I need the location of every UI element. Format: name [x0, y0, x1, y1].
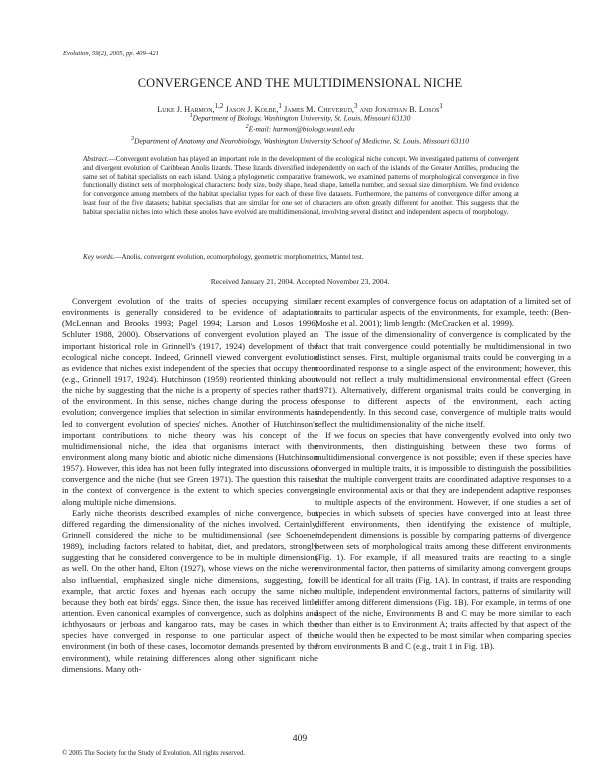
author-name: and Jonathan B. Losos — [359, 104, 440, 114]
body-column-left — [62, 296, 318, 675]
body-paragraph: er recent examples of convergence focus on adaptation of a limited set of traits to particular aspects of the environments, for example, teeth: (Ben-Moshe et al. 2001); limb length: (McCracken et al. 1999). — [315, 296, 571, 329]
affiliation-3 — [0, 136, 600, 145]
author-name: Luke J. Harmon, — [157, 104, 215, 114]
paper-title: CONVERGENCE AND THE MULTIDIMENSIONAL NICHE — [137, 76, 463, 90]
affiliation-mark: 1 — [189, 113, 193, 119]
affiliation-2 — [0, 124, 600, 133]
affiliation-text: Department of Biology, Washington University, St. Louis, Missouri 63130 — [192, 113, 411, 123]
page-number: 409 — [292, 733, 308, 744]
keywords-label: Key words. — [83, 253, 115, 261]
abstract-label: Abstract. — [83, 155, 109, 163]
abstract-text: —Convergent evolution has played an important role in the development of the ecological niche concept. We investigated patterns of convergent and divergent evolution of Caribbean Anolis lizards. These lizards diversified independently on each of the islands of the Greater Antilles, producing the same set of habitat specialists on each island. Using a phylogenetic comparative framework, we examined patterns of morphological convergence in five functionally distinct sets of morphological characters: body size, body shape, head shape, lamella number, and sexual size dimorphism. We find evidence for convergence among members of the habitat specialist types for each of these five datasets. Furthermore, the patterns of convergence differ among at least four of the five datasets; habitat specialists that are similar for one set of characters are often greatly different for another. This suggests that the habitat specialist niches into which these anoles have evolved are multidimensional, involving several distinct and independent aspects of morphology. — [83, 155, 519, 216]
author-name: James M. Cheverud, — [284, 104, 355, 114]
author-affiliation-mark: 3 — [354, 102, 358, 110]
keywords — [83, 253, 519, 262]
affiliation-text: E-mail: harmon@biology.wustl.edu — [248, 124, 355, 134]
keywords-text: —Anolis, convergent evolution, ecomorphology, geometric morphometrics, Mantel test. — [114, 253, 364, 261]
copyright-footer: © 2005 The Society for the Study of Evolution. All rights reserved. — [62, 750, 246, 757]
author-affiliation-mark: 1,2 — [214, 102, 224, 110]
received-dates: Received January 21, 2004. Accepted November 23, 2004. — [210, 277, 390, 286]
affiliation-text: Department of Anatomy and Neurobiology, Washington University School of Medicine, St. Louis, Missouri 63110 — [134, 136, 469, 146]
body-paragraph: The issue of the dimensionality of convergence is complicated by the fact that trait convergence could potentially be multidimensional in two distinct senses. First, multiple organismal traits could be converging in a coordinated response to a single aspect of the environment; however, this would not reflect a truly multidimensional environmental effect (Green 1971). Alternatively, different organismal traits could be converging in response to different aspects of the environment, each acting independently. In this second case, convergence of multiple traits would reflect the multidimensionality of the niche itself. — [315, 329, 571, 429]
affiliation-1 — [0, 113, 600, 122]
abstract — [83, 155, 519, 217]
body-paragraph: Convergent evolution of the traits of species occupying similar environments is generally considered to be evidence of adaptation (McLennan and Brooks 1993; Pagel 1994; Larson and Losos 1996; Schluter 1988, 2000). Observations of convergent evolution played an important historical role in Grinnell's (1917, 1924) development of the ecological niche concept. Indeed, Grinnell viewed convergent evolution as evidence that niches exist independent of the species that occupy them (e.g., Grinnell 1917, 1924). Hutchinson (1959) reoriented thinking about the niche by suggesting that the niche is a property of species rather than of the environment. In this sense, niches change during the process of evolution; convergence implies that selection in similar environments has led to convergent evolution of species' niches. Another of Hutchinson's important contributions to niche theory was his concept of the multidimensional niche, the idea that organisms interact with the environment along many biotic and abiotic niche dimensions (Hutchinson 1957). However, this idea has not been fully integrated into discussions of convergence and the niche (but see Green 1971). The question this raises in the context of convergence is the extent to which species converge along multiple niche dimensions. — [62, 296, 318, 507]
author-name: Jason J. Kolbe, — [225, 104, 279, 114]
affiliation-mark: 2 — [245, 124, 249, 130]
body-paragraph: Early niche theorists described examples of niche convergence, but differed regarding the dimensionality of the niches involved. Certainly, Grinnell considered the niche to be multidimensional (see Schoener 1989), including factors related to habitat, diet, and predators, strongly suggesting that he considered convergence to be in multiple dimensions as well. On the other hand, Elton (1927), whose views on the niche were also influential, emphasized single niche dimensions, suggesting, for example, that arctic foxes and hyenas each occupy the same niche because they both eat birds' eggs. Since then, the issue has received little attention. Even canonical examples of convergence, such as dolphins and ichthyosaurs or jerboas and kangaroo rats, may be cases in which the species have converged in response to one particular aspect of the environment (in both of these cases, locomotor demands presented by the environment), while retaining differences along other significant niche dimensions. Many oth- — [62, 507, 318, 674]
author-affiliation-mark: 1 — [439, 102, 443, 110]
journal-header: Evolution, 59(2), 2005, pp. 409–421 — [63, 50, 159, 57]
body-column-right — [315, 296, 571, 653]
author-affiliation-mark: 1 — [278, 102, 282, 110]
body-paragraph: If we focus on species that have convergently evolved into only two environments, then distinguishing between these two forms of multidimensional convergence is not possible; even if these species have converged in multiple traits, it is impossible to distinguish the possibilities that the multiple convergent traits are coordinated adaptive responses to a single environmental axis or that they are independent adaptive responses to multiple aspects of the environment. However, if one studies a set of species in which subsets of species have converged into at least three different environments, then identifying the existence of multiple, independent dimensions is possible by comparing patterns of divergence between sets of morphological traits among these different environments (Fig. 1). For example, if all measured traits are reacting to a single environmental factor, then patterns of similarity among convergent groups will be identical for all traits (Fig. 1A). In contrast, if traits are responding to multiple, independent environmental factors, patterns of similarity will differ among different dimensions (Fig. 1B). For example, in terms of one aspect of the niche, Environments B and C may be more similar to each other than either is to Environment A; traits affected by that aspect of the niche would then be expected to be most similar when comparing species from environments B and C (e.g., trait 1 in Fig. 1B). — [315, 429, 571, 652]
affiliation-mark: 3 — [131, 136, 135, 142]
